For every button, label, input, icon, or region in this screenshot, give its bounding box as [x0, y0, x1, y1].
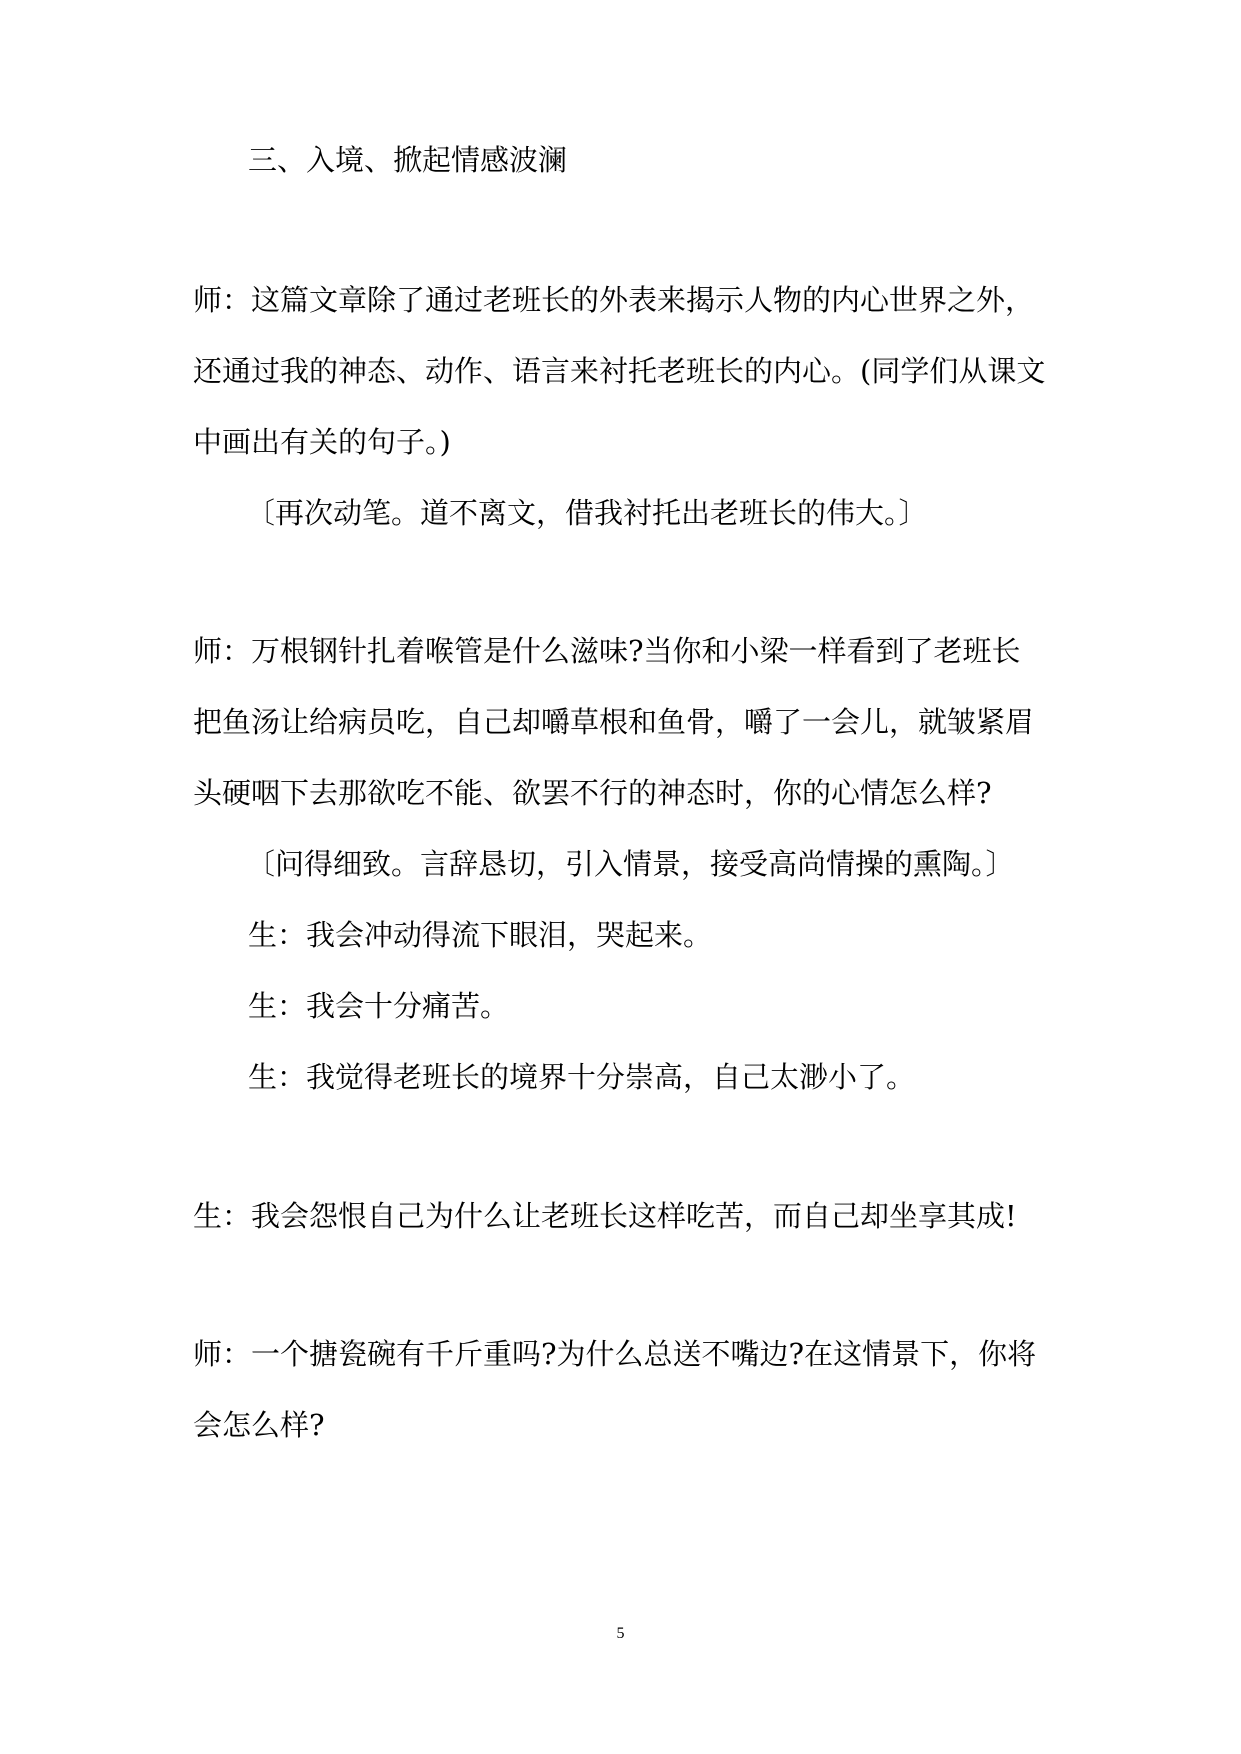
- paragraph-line: 会怎么样?: [193, 1408, 325, 1442]
- paragraph-line: 把鱼汤让给病员吃，自己却嚼草根和鱼骨，嚼了一会儿，就皱紧眉: [193, 705, 1035, 739]
- paragraph-line: 中画出有关的句子。): [193, 425, 451, 459]
- student-answer: 生：我觉得老班长的境界十分崇高，自己太渺小了。: [248, 1060, 916, 1094]
- student-answer: 生：我会冲动得流下眼泪，哭起来。: [248, 918, 713, 952]
- student-answer: 生：我会怨恨自己为什么让老班长这样吃苦，而自己却坐享其成!: [193, 1199, 1017, 1233]
- annotation-line: 〔问得细致。言辞恳切，引入情景，接受高尚情操的熏陶。〕: [246, 847, 1015, 881]
- student-answer: 生：我会十分痛苦。: [248, 989, 510, 1023]
- section-heading: 三、入境、掀起情感波澜: [248, 143, 568, 177]
- paragraph-line: 头硬咽下去那欲吃不能、欲罢不行的神态时，你的心情怎么样?: [193, 776, 992, 810]
- paragraph-line: 师：万根钢针扎着喉管是什么滋味?当你和小梁一样看到了老班长: [193, 634, 1021, 668]
- annotation-line: 〔再次动笔。道不离文，借我衬托出老班长的伟大。〕: [246, 496, 928, 530]
- page-number: 5: [616, 1625, 625, 1642]
- paragraph-line: 师：一个搪瓷碗有千斤重吗?为什么总送不嘴边?在这情景下，你将: [193, 1337, 1037, 1371]
- paragraph-line: 还通过我的神态、动作、语言来衬托老班长的内心。(同学们从课文: [193, 354, 1046, 388]
- paragraph-line: 师：这篇文章除了通过老班长的外表来揭示人物的内心世界之外，: [193, 283, 1035, 317]
